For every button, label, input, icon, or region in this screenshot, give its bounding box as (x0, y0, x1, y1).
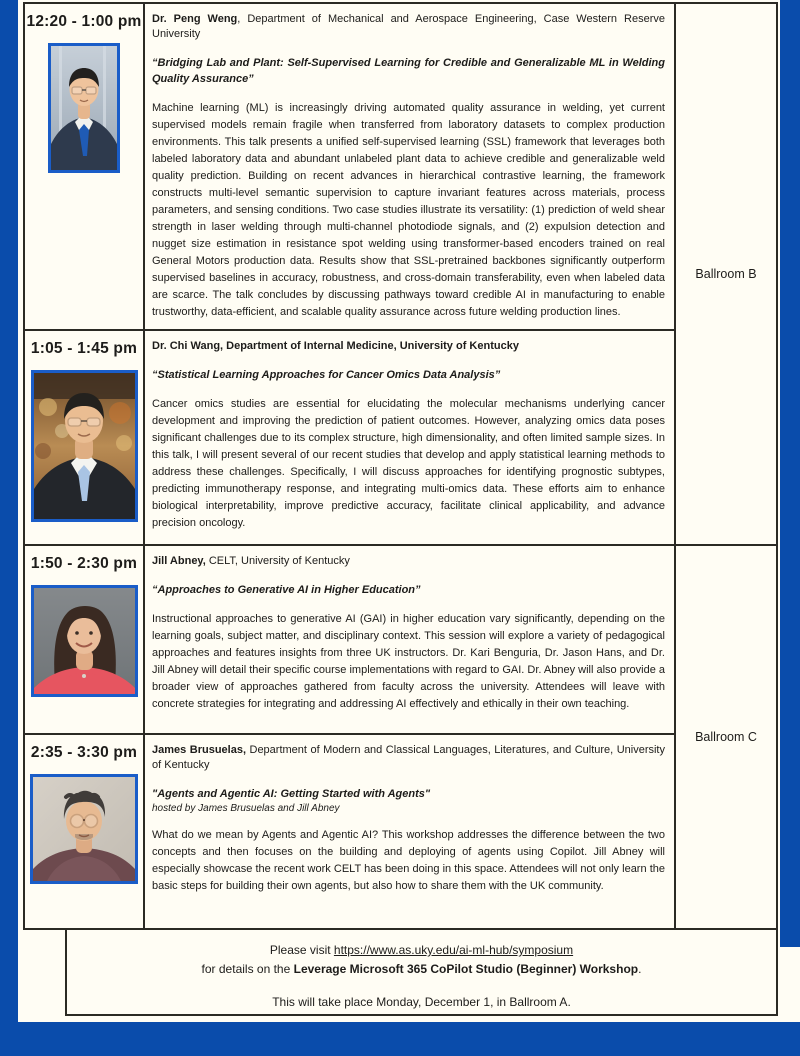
footer-spacer (67, 979, 776, 993)
left-blue-stripe (0, 0, 18, 1056)
session-4-abstract: What do we mean by Agents and Agentic AI? This workshop addresses the difference between the two concepts and then focuses on the building and deploying of agents using Copilot. Jill Abney will especially showcase the recent work CELT has been doing in this space. Attendees will not only learn the basic steps for building their own agents, but also how to share them with the UK community. (152, 829, 665, 892)
session-3-title: “Approaches to Generative AI in Higher Education” (152, 584, 421, 596)
session-2-speaker-line (152, 339, 665, 354)
room-label: Ballroom B (695, 267, 757, 281)
footer-visit-prefix: Please visit (269, 943, 334, 957)
session-3-abstract: Instructional approaches to generative AI (GAI) in higher education vary significantly, depending on the learning goals, subject matter, and disciplinary context. This session will explore a variety of pedagogical approaches and features insights from three UK instructors. Dr. Kari Benguria, Dr. Jason Hans, and Dr. Jill Abney will detail their specific course implementations with regard to GAI. Dr. Abney will also provide a broader view of approaches gathered from faculty across the university. Attendees will leave with concrete strategies for integrating and addressing AI effectively and ethically in their own teaching. (152, 613, 665, 710)
peng-weng-photo (48, 43, 120, 173)
speaker-affiliation: CELT, University of Kentucky (205, 555, 350, 567)
session-1-abstract: Machine learning (ML) is increasingly driving automated quality assurance in welding, yet current supervised models remain fragile when transferred from laboratory datasets to complex production environments. This talk presents a unified self-supervised learning (SSL) framework that leverages both labeled laboratory data and abundant unlabeled plant data to achieve credible and generalizable weld quality prediction. Building on recent advances in hierarchical contrastive learning, the framework constructs multi-level semantic supervision to capture invariant features across materials, process parameters, and sensing conditions. Two case studies illustrate its versatility: (1) prediction of weld shear strength in laser welding through multi-channel photodiode signals, and (2) expulsion detection and nugget size estimation in resistance spot welding using transformer-based encoders trained on real General Motors production data. Results show that SSL-pretrained backbones significantly outperform supervised baselines in accuracy, robustness, and cross-domain transferability, even when labeled data are scarce. The talk concludes by discussing pathways toward credible AI in manufacturing to enable trustworthy, data-efficient, and scalable quality assurance across future welding production lines. (152, 102, 665, 318)
session-1-details (145, 4, 676, 331)
chi-wang-photo (31, 370, 138, 522)
session-4-time-cell (25, 735, 145, 928)
speaker-affiliation: , Department of Mechanical and Aerospace Engineering, Case Western Reserve University (152, 13, 665, 40)
session-4-time: 2:35 - 3:30 pm (30, 744, 138, 761)
session-3-time-cell (25, 546, 145, 735)
session-4-hosted-by: hosted by James Brusuelas and Jill Abney (152, 803, 340, 814)
jill-abney-photo (31, 585, 138, 697)
session-4-details (145, 735, 676, 928)
james-brusuelas-photo (30, 774, 138, 884)
session-1-time: 12:20 - 1:00 pm (26, 13, 142, 30)
footer-details-prefix: for details on the (201, 962, 294, 976)
footer-box (65, 928, 778, 1016)
speaker-name: Dr. Chi Wang, Department of Internal Medicine, University of Kentucky (152, 340, 519, 352)
speaker-affiliation: Department of Modern and Classical Languages, Literatures, and Culture, University of Kentucky (152, 744, 665, 771)
schedule-document (23, 2, 778, 1016)
schedule-table (23, 2, 778, 930)
session-3-speaker-line (152, 554, 665, 569)
session-3-time: 1:50 - 2:30 pm (30, 555, 138, 572)
speaker-name: Dr. Peng Weng (152, 13, 238, 25)
session-4-speaker-line (152, 743, 665, 773)
footer-visit-line (67, 941, 776, 960)
session-2-time-cell (25, 331, 145, 546)
symposium-link[interactable]: https://www.as.uky.edu/ai-ml-hub/symposium (333, 943, 574, 957)
room-cell-ballroom-b (676, 4, 776, 546)
bottom-blue-bar (0, 1022, 800, 1056)
session-4-title: "Agents and Agentic AI: Getting Started with Agents" (152, 788, 431, 800)
session-1-title: “Bridging Lab and Plant: Self-Supervised Learning for Credible and Generalizable ML in Welding Quality Assurance” (152, 57, 665, 85)
footer-details-suffix: . (638, 962, 642, 976)
session-1-time-cell (25, 4, 145, 331)
footer-details-line (67, 960, 776, 979)
session-1-speaker-line (152, 12, 665, 42)
room-cell-ballroom-c (676, 546, 776, 928)
session-3-details (145, 546, 676, 735)
session-2-title: “Statistical Learning Approaches for Cancer Omics Data Analysis” (152, 369, 501, 381)
room-label: Ballroom C (695, 730, 757, 744)
session-2-time: 1:05 - 1:45 pm (30, 340, 138, 357)
speaker-name: James Brusuelas, (152, 744, 246, 756)
footer-note: This will take place Monday, December 1, in Ballroom A. (272, 995, 571, 1009)
right-blue-stripe (780, 0, 800, 947)
session-2-abstract: Cancer omics studies are essential for elucidating the molecular mechanisms underlying cancer development and improving the prediction of patient outcomes. However, analyzing omics data poses significant challenges due to its complex structure, high dimensionality, and often limited sample sizes. In this talk, I will present several of our recent studies that develop and apply statistical learning methods to address these challenges. Specifically, I will discuss approaches for identifying prognostic subtypes, predicting immunotherapy response, and integrating multi-omics data. These efforts aim to enhance biological interpretability, improve predictive accuracy, facilitate clinical applicability, and advance precision oncology. (152, 398, 665, 529)
workshop-name: Leverage Microsoft 365 CoPilot Studio (Beginner) Workshop (293, 962, 639, 976)
session-2-details (145, 331, 676, 546)
speaker-name: Jill Abney, (152, 555, 206, 567)
